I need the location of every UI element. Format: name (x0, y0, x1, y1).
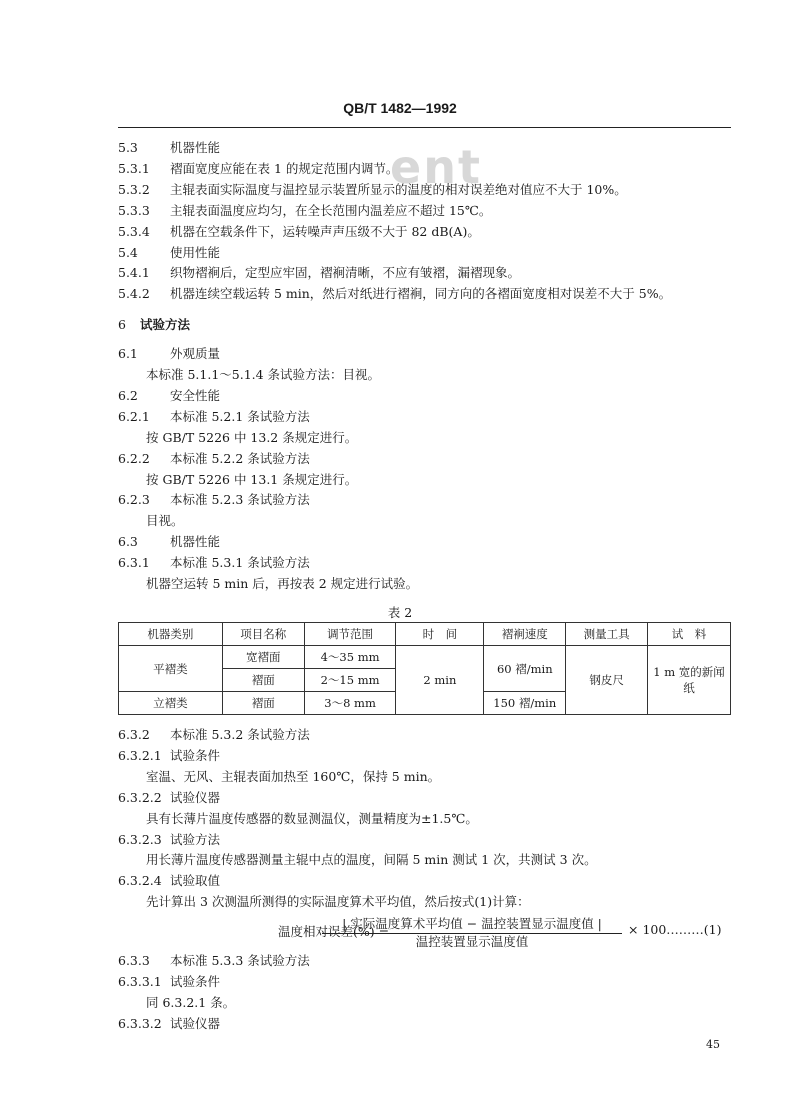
clause-text: 本标准 5.3.3 条试验方法 (170, 953, 310, 968)
clause-text: 褶面宽度应能在表 1 的规定范围内调节。 (170, 160, 399, 176)
table-header-cell: 时 间 (396, 623, 484, 646)
clause-text: 试验条件 (170, 747, 221, 763)
clause-number: 6.3.2.2 (118, 789, 162, 805)
clause-number: 6.3.3.1 (118, 973, 162, 989)
clause-number: 5.3 (118, 140, 138, 155)
clause-line (118, 534, 220, 550)
clause-line (118, 409, 310, 425)
clause-number: 6.2.1 (118, 408, 150, 424)
clause-text: 试验方法 (140, 317, 191, 333)
clause-line (118, 1016, 220, 1032)
clause-text: 本标准 5.3.2 条试验方法 (170, 727, 310, 742)
clause-line (118, 832, 220, 848)
clause-text: 本标准 5.2.3 条试验方法 (170, 492, 310, 508)
table-header-cell: 调节范围 (304, 623, 396, 646)
clause-text: 用长薄片温度传感器测量主辊中点的温度，间隔 5 min 测试 1 次，共测试 3 次。 (146, 852, 597, 868)
clause-line (118, 388, 220, 404)
clause-text: 本标准 5.1.1～5.1.4 条试验方法：目视。 (146, 367, 381, 382)
clause-text: 先计算出 3 次测温所测得的实际温度算术平均值，然后按式(1)计算： (146, 894, 530, 910)
header-rule (118, 127, 731, 128)
clause-text: 主辊表面实际温度与温控显示装置所显示的温度的相对误差绝对值应不大于 10%。 (170, 181, 627, 197)
table-cell: 150 褶/min (484, 692, 566, 715)
clause-body-line (146, 995, 235, 1011)
clause-line (118, 265, 520, 281)
clause-text: 按 GB/T 5226 中 13.1 条规定进行。 (146, 471, 358, 487)
clause-text: 按 GB/T 5226 中 13.2 条规定进行。 (146, 429, 358, 445)
clause-line (118, 451, 310, 467)
table-caption: 表 2 (387, 605, 413, 620)
clause-line (118, 161, 398, 177)
clause-body-line (146, 769, 440, 785)
clause-number: 5.3.3 (118, 202, 150, 218)
table-header-row (119, 623, 731, 646)
formula-denominator: 温控装置显示温度值 (415, 934, 529, 949)
clause-text: 具有长薄片温度传感器的数显测温仪，测量精度为±1.5℃。 (146, 810, 478, 826)
clause-line (118, 953, 310, 969)
clause-number: 6.3.2.4 (118, 873, 162, 889)
clause-text: 织物褶裥后，定型应牢固，褶裥清晰，不应有皱褶，漏褶现象。 (170, 265, 521, 281)
clause-body-line (146, 576, 418, 592)
clause-line (118, 492, 310, 508)
table-cell: 褶面 (222, 692, 304, 715)
clause-text: 机器性能 (170, 534, 221, 550)
clause-text: 机器性能 (170, 140, 221, 155)
clause-number: 6.3.1 (118, 555, 150, 571)
table-cell: 3～8 mm (304, 692, 396, 715)
table-header-cell: 测量工具 (566, 623, 648, 646)
formula-lhs: 温度相对误差(%) = (278, 924, 390, 939)
clause-number: 6.2.3 (118, 492, 150, 508)
table-cell: 2 min (396, 646, 484, 715)
clause-line (118, 790, 220, 806)
clause-number: 5.4.2 (118, 286, 150, 302)
clause-line (118, 317, 190, 333)
clause-line (118, 727, 310, 743)
clause-body-line (146, 852, 597, 868)
clause-text: 同 6.3.2.1 条。 (146, 994, 236, 1010)
clause-body-line (146, 894, 530, 910)
clause-text: 试验仪器 (170, 1015, 221, 1031)
clause-line (118, 203, 491, 219)
clause-text: 本标准 5.2.1 条试验方法 (170, 408, 310, 424)
table-header-cell: 试 料 (648, 623, 731, 646)
clause-number: 6.3.2.3 (118, 831, 162, 847)
clause-line (118, 873, 220, 889)
table-cell: 2～15 mm (304, 669, 396, 692)
clause-text: 目视。 (146, 513, 184, 529)
clause-number: 6.3.2.1 (118, 747, 162, 763)
clause-line (118, 555, 310, 571)
clause-line (118, 974, 220, 990)
clause-number: 6.3 (118, 534, 138, 550)
clause-number: 5.3.2 (118, 181, 150, 197)
clause-text: 本标准 5.3.1 条试验方法 (170, 555, 310, 571)
clause-number: 5.4.1 (118, 265, 150, 281)
clause-number: 5.4 (118, 244, 138, 260)
watermark: ent (390, 140, 482, 194)
table-cell: 立褶类 (119, 692, 223, 715)
table-cell: 1 m 宽的新闻纸 (648, 646, 731, 715)
clause-number: 6.1 (118, 346, 138, 362)
clause-line (118, 182, 627, 198)
clause-text: 机器空运转 5 min 后，再按表 2 规定进行试验。 (146, 576, 419, 591)
clause-number: 5.3.1 (118, 160, 150, 176)
table-header-cell: 项目名称 (222, 623, 304, 646)
page-number: 45 (706, 1038, 720, 1051)
clause-body-line (146, 472, 357, 488)
clause-line (118, 224, 480, 240)
clause-text: 安全性能 (170, 387, 221, 403)
clause-text: 室温、无风、主辊表面加热至 160℃，保持 5 min。 (146, 768, 441, 784)
clause-text: 试验方法 (170, 831, 221, 847)
clause-number: 6 (118, 317, 126, 333)
clause-text: 本标准 5.2.2 条试验方法 (170, 450, 310, 466)
clause-body-line (146, 811, 478, 827)
table-cell: 钢皮尺 (566, 646, 648, 715)
clause-number: 6.2.2 (118, 450, 150, 466)
clause-body-line (146, 513, 184, 529)
clause-number: 5.3.4 (118, 223, 150, 239)
table-cell: 宽褶面 (222, 646, 304, 669)
clause-line (118, 140, 220, 156)
clause-line (118, 748, 220, 764)
clause-text: 试验条件 (170, 973, 221, 989)
table-cell: 褶面 (222, 669, 304, 692)
clause-line (118, 346, 220, 362)
clause-number: 6.2 (118, 387, 138, 403)
clause-number: 6.3.2 (118, 727, 150, 742)
clause-text: 主辊表面温度应均匀，在全长范围内温差应不超过 15℃。 (170, 202, 492, 218)
clause-body-line (146, 430, 357, 446)
test-conditions-table (118, 622, 731, 715)
table-cell: 4～35 mm (304, 646, 396, 669)
clause-text: 试验仪器 (170, 789, 221, 805)
clause-text: 外观质量 (170, 346, 221, 362)
clause-text: 机器连续空载运转 5 min，然后对纸进行褶裥，同方向的各褶面宽度相对误差不大于 5%。 (170, 286, 672, 302)
clause-line (118, 245, 220, 261)
table-row (119, 646, 731, 669)
table-cell: 60 褶/min (484, 646, 566, 692)
clause-text: 试验取值 (170, 873, 221, 889)
formula-numerator: | 实际温度算术平均值 − 温控装置显示温度值 | (322, 914, 622, 934)
table-header-cell: 褶裥速度 (484, 623, 566, 646)
formula-rhs: × 100………(1) (628, 922, 722, 937)
standard-code-header: QB/T 1482—1992 (343, 100, 457, 116)
clause-body-line (146, 367, 380, 383)
clause-text: 使用性能 (170, 244, 221, 260)
clause-text: 机器在空载条件下，运转噪声声压级不大于 82 dB(A)。 (170, 223, 480, 239)
clause-number: 6.3.3 (118, 953, 150, 968)
table-header-cell: 机器类别 (119, 623, 223, 646)
table-cell: 平褶类 (119, 646, 223, 692)
clause-line (118, 286, 671, 302)
clause-number: 6.3.3.2 (118, 1015, 162, 1031)
